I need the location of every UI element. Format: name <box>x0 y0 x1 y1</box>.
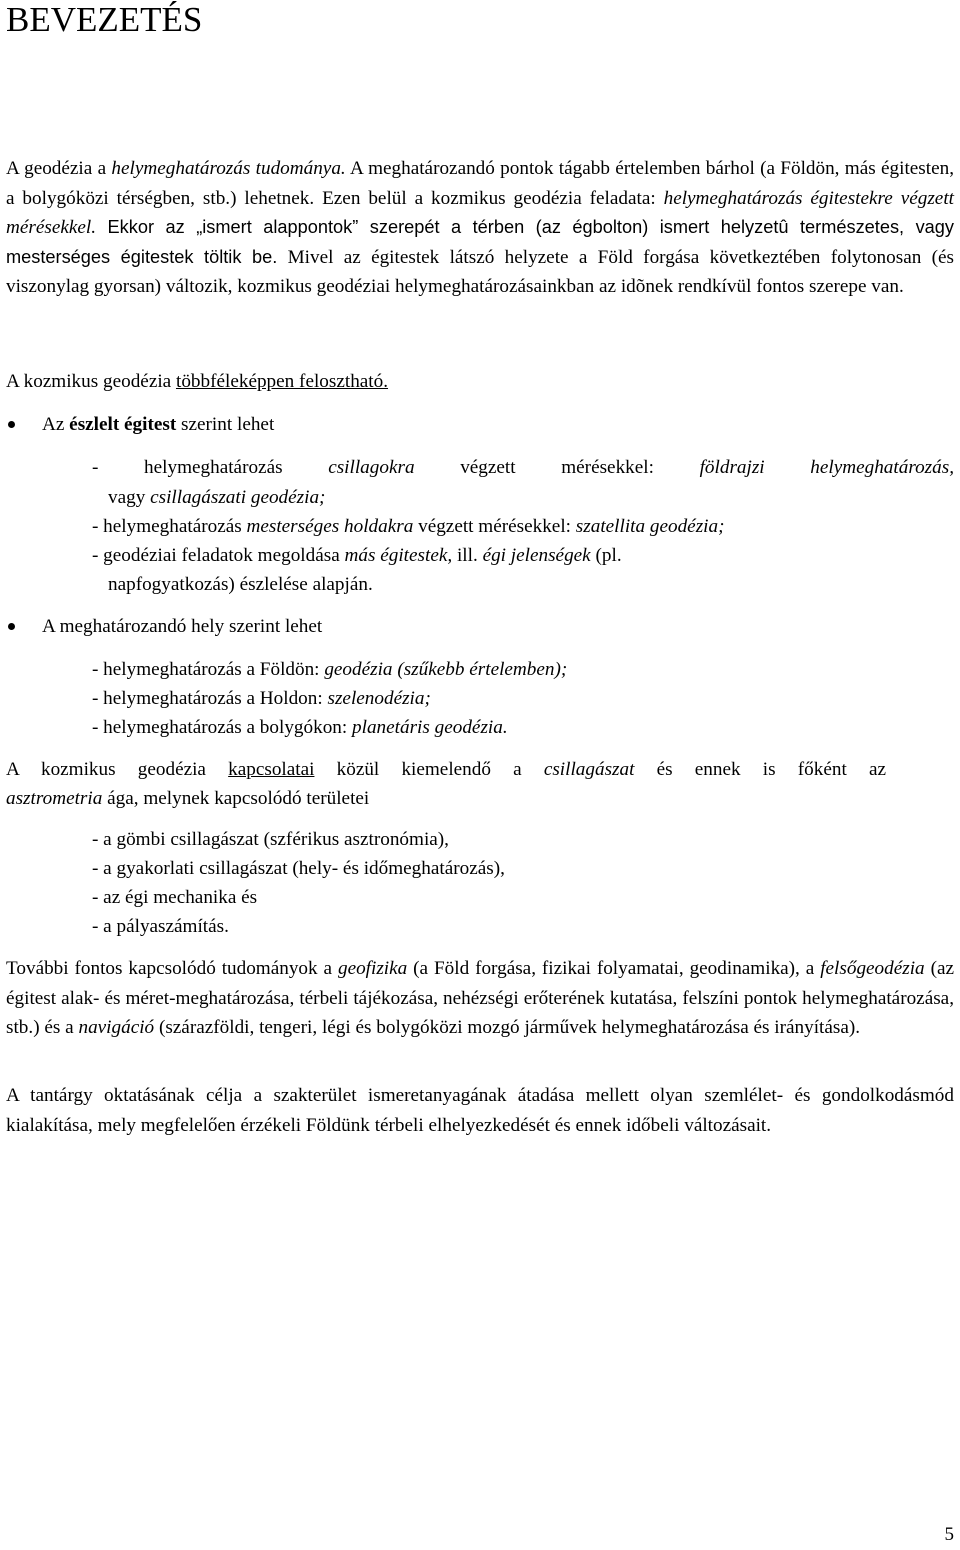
item-italic: mesterséges holdakra <box>246 516 414 537</box>
further-text: (szárazföldi, tengeri, légi és bolygóközi mozgó járművek helymeghatározása és irányítása). <box>154 1017 861 1038</box>
relations-item-1: - a gömbi csillagászat (szférikus asztronómia), <box>92 829 449 850</box>
item-text: végzett mérésekkel: <box>414 457 700 478</box>
relations-text: ága, melynek kapcsolódó területei <box>102 788 370 809</box>
bullet-dot-2 <box>8 623 15 630</box>
course-goal-paragraph: A tantárgy oktatásának célja a szakterület ismeretanyagának átadása mellett olyan szemlélet- és gondolkodásmód kialakítása, mely megfelelően érzékeli Földünk térbeli elhelyezkedését és ennek időbeli változásait. <box>6 1085 954 1136</box>
item-text: - helymeghatározás a Holdon: <box>92 688 328 709</box>
relations-italic: csillagászat <box>543 759 635 780</box>
item-text: - helymeghatározás <box>92 516 247 537</box>
item-text: - geodéziai feladatok megoldása <box>92 545 345 566</box>
item-italic: szatellita geodézia; <box>575 516 725 537</box>
bullet-1-bold: észlelt égitest <box>69 414 177 435</box>
item-text: ill. <box>452 545 483 566</box>
relations-item-2: - a gyakorlati csillagászat (hely- és időmeghatározás), <box>92 858 505 879</box>
bullet-1-text-c: szerint lehet <box>176 414 275 435</box>
division-text: A kozmikus geodézia <box>6 371 176 392</box>
bullet-2-item-1 <box>92 655 567 685</box>
page-number: 5 <box>944 1524 954 1545</box>
bullet-2-item-2 <box>92 684 431 714</box>
division-underlined: többféleképpen felosztható. <box>175 371 389 392</box>
page-title: BEVEZETÉS <box>6 0 203 39</box>
item-italic: geodézia (szűkebb értelemben); <box>324 659 568 680</box>
bullet-1-item-3 <box>92 541 622 571</box>
further-sciences-paragraph <box>6 954 954 1043</box>
item-text: - helymeghatározás <box>92 457 329 478</box>
intro-text-2: A meghatározandó pontok tágabb értelemben bárhol (a Földön, más égitesten, a bolygóközi térségben, stb.) lehetnek. Ezen belül a kozmikus geodézia feladata: <box>6 158 954 209</box>
further-text: (a Föld forgása, fizikai folyamatai, geodinamika), a <box>407 958 821 979</box>
intro-text-4: Mivel az égitestek látszó helyzete a Föld forgása következtében folytonosan (és viszonylag gyorsan) változik, kozmikus geodéziai helymeghatározásainkban az idõnek rendkívül fontos szerepe van. <box>6 246 954 297</box>
intro-text-1: A geodézia a <box>6 158 112 179</box>
relations-line-1 <box>6 755 886 785</box>
item-text: - helymeghatározás a Földön: <box>92 659 325 680</box>
item-text: végzett mérésekkel: <box>413 516 576 537</box>
relations-text: A kozmikus geodézia <box>6 759 229 780</box>
intro-italic-1: helymeghatározás tudománya. <box>111 158 346 179</box>
bullet-dot-1 <box>8 421 15 428</box>
item-italic: földrajzi helymeghatározás, <box>699 457 954 478</box>
item-italic: szelenodézia; <box>327 688 431 709</box>
item-text: (pl. <box>590 545 622 566</box>
relations-text: közül kiemelendő a <box>314 759 544 780</box>
relations-item-4: - a pályaszámítás. <box>92 916 229 937</box>
intro-italic-2: helymeghatározás égitestekre végzett mérésekkel. <box>6 187 954 238</box>
bullet-1-heading <box>42 410 274 440</box>
item-italic: csillagokra <box>328 457 415 478</box>
further-text: További fontos kapcsolódó tudományok a <box>6 958 338 979</box>
relations-italic: asztrometria <box>6 788 103 809</box>
bullet-1-item-2 <box>92 512 724 542</box>
item-italic: csillagászati geodézia; <box>150 487 326 508</box>
intro-paragraph <box>6 154 954 302</box>
relations-item-3: - az égi mechanika és <box>92 887 258 908</box>
item-italic: égi jelenségek <box>482 545 591 566</box>
item-italic: más égitestek, <box>344 545 453 566</box>
relations-line-2 <box>6 784 369 814</box>
bullet-1-item-1 <box>92 453 954 483</box>
bullet-2-text: A meghatározandó hely szerint lehet <box>42 616 323 637</box>
bullet-1-item-3-cont <box>108 570 373 600</box>
division-sentence <box>6 367 388 397</box>
further-text: (az égitest alak- és méret-meghatározása, térbeli tájékozása, nehézségi erőterének kutatása, felszíni pontok helymeghatározása, stb.) és a <box>6 958 954 1038</box>
intro-text-3: Ekkor az „ismert alappontok” szerepét a térben (az égbolton) ismert helyzetû természetes, vagy mesterséges égitestek töltik be. <box>6 217 954 267</box>
item-text: vagy <box>108 487 151 508</box>
bullet-1-text-a: Az <box>42 414 70 435</box>
bullet-1-item-1-cont <box>108 483 325 513</box>
relations-underlined: kapcsolatai <box>228 759 315 780</box>
item-text: - helymeghatározás a bolygókon: <box>92 717 353 738</box>
further-italic: geofizika <box>337 958 408 979</box>
bullet-2-item-3 <box>92 713 508 743</box>
bullet-2-heading <box>42 612 322 642</box>
item-italic: planetáris geodézia. <box>352 717 508 738</box>
item-text: napfogyatkozás) észlelése alapján. <box>108 574 373 595</box>
relations-text: és ennek is főként az <box>634 759 886 780</box>
further-italic: felsőgeodézia <box>820 958 925 979</box>
further-italic: navigáció <box>78 1017 155 1038</box>
